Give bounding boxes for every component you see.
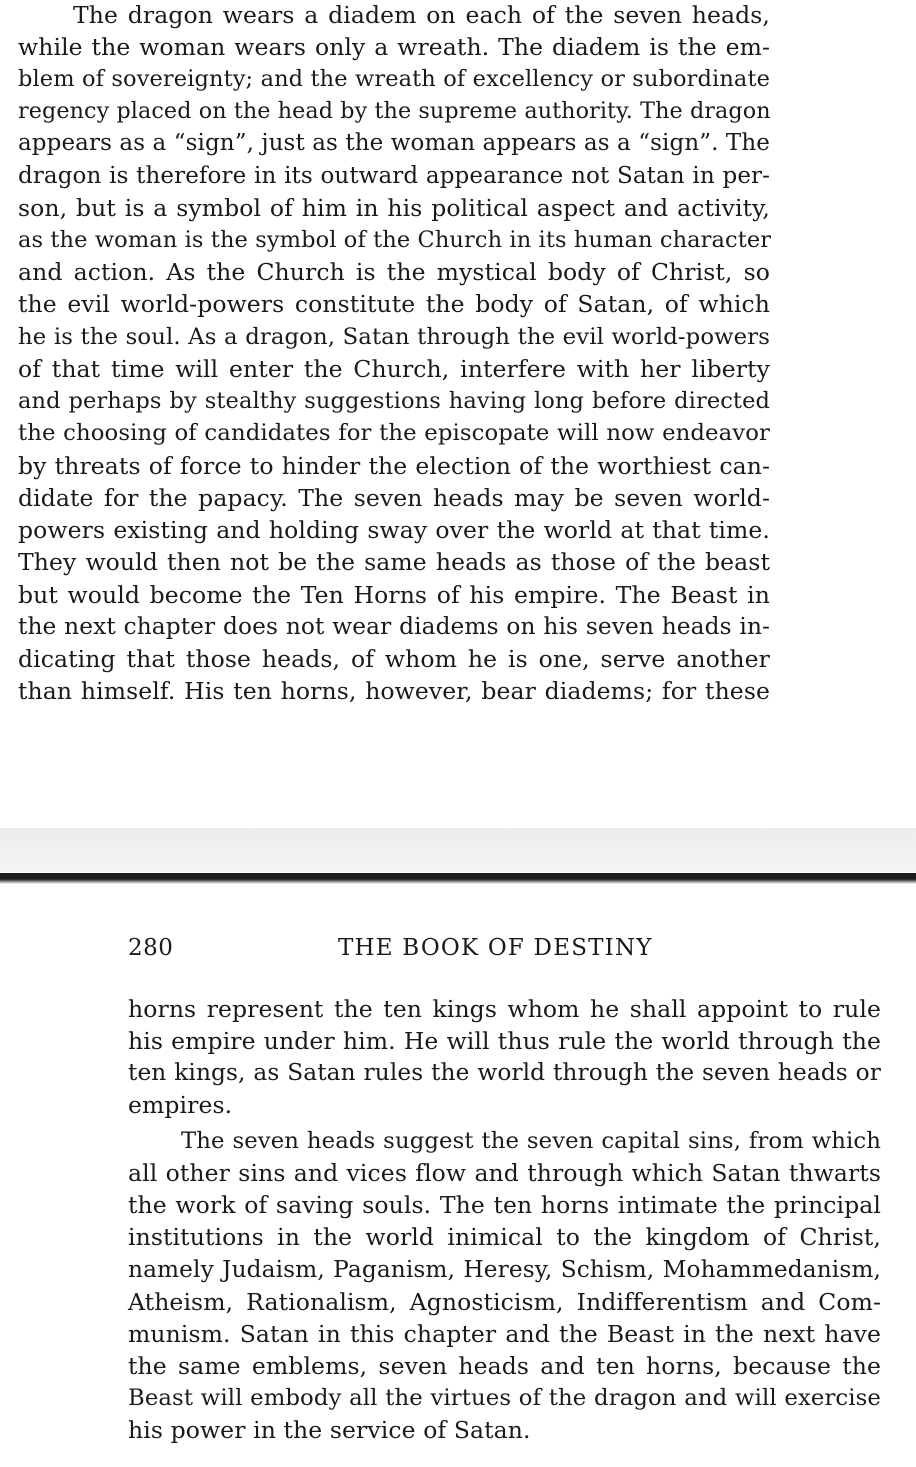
- text-line: blem of sovereignty; and the wreath of excellency or subordinate: [18, 66, 770, 92]
- text-line: dragon is therefore in its outward appearance not Satan in per-: [18, 163, 770, 189]
- text-line: institutions in the world inimical to the kingdom of Christ,: [128, 1223, 881, 1251]
- text-line: but would become the Ten Horns of his empire. The Beast in: [18, 581, 770, 609]
- text-line: son, but is a symbol of him in his political aspect and activity,: [18, 194, 770, 222]
- text-line: the work of saving souls. The ten horns intimate the principal: [128, 1191, 881, 1219]
- text-line: his empire under him. He will thus rule the world through the: [128, 1027, 881, 1055]
- text-line: the same emblems, seven heads and ten horns, because the: [128, 1352, 881, 1380]
- text-line: the choosing of candidates for the episcopate will now endeavor: [18, 420, 770, 446]
- page-number: 280: [128, 935, 174, 961]
- running-header: [128, 932, 881, 964]
- text-line: than himself. His ten horns, however, bear diadems; for these: [18, 677, 770, 705]
- page-gap: [0, 828, 916, 872]
- text-line: and action. As the Church is the mystical body of Christ, so: [18, 258, 770, 286]
- text-line: while the woman wears only a wreath. The diadem is the em-: [18, 33, 770, 61]
- text-line: empires.: [128, 1091, 233, 1119]
- text-line: all other sins and vices flow and through which Satan thwarts: [128, 1159, 881, 1187]
- text-line: Atheism, Rationalism, Agnosticism, Indifferentism and Com-: [128, 1288, 881, 1316]
- text-line: dicating that those heads, of whom he is one, serve another: [18, 645, 770, 673]
- text-line: They would then not be the same heads as those of the beast: [18, 548, 770, 576]
- running-title: THE BOOK OF DESTINY: [338, 935, 653, 961]
- page-divider: [0, 872, 916, 884]
- text-line: regency placed on the head by the supreme authority. The dragon: [18, 98, 771, 124]
- text-line: as the woman is the symbol of the Church in its human character: [18, 227, 772, 253]
- text-line: The seven heads suggest the seven capital sins, from which: [181, 1128, 881, 1154]
- text-line: the evil world-powers constitute the body of Satan, of which: [18, 290, 770, 318]
- text-line: he is the soul. As a dragon, Satan through the evil world-powers: [18, 324, 770, 350]
- text-line: and perhaps by stealthy suggestions having long before directed: [18, 388, 770, 414]
- text-line: by threats of force to hinder the election of the worthiest can-: [18, 452, 770, 480]
- text-line: the next chapter does not wear diadems on his seven heads in-: [18, 613, 770, 640]
- text-line: powers existing and holding sway over the world at that time.: [18, 516, 770, 544]
- text-line: ten kings, as Satan rules the world through the seven heads or: [128, 1059, 881, 1086]
- text-line: of that time will enter the Church, interfere with her liberty: [18, 355, 770, 383]
- text-line: Beast will embody all the virtues of the dragon and will exercise: [128, 1385, 881, 1411]
- text-line: horns represent the ten kings whom he shall appoint to rule: [128, 995, 881, 1023]
- text-line: didate for the papacy. The seven heads may be seven world-: [18, 484, 770, 512]
- text-line: appears as a “sign”, just as the woman appears as a “sign”. The: [18, 130, 770, 156]
- text-line: namely Judaism, Paganism, Heresy, Schism, Mohammedanism,: [128, 1256, 881, 1283]
- text-line: The dragon wears a diadem on each of the seven heads,: [73, 1, 770, 29]
- text-line: his power in the service of Satan.: [128, 1416, 531, 1444]
- text-line: munism. Satan in this chapter and the Beast in the next have: [128, 1320, 881, 1348]
